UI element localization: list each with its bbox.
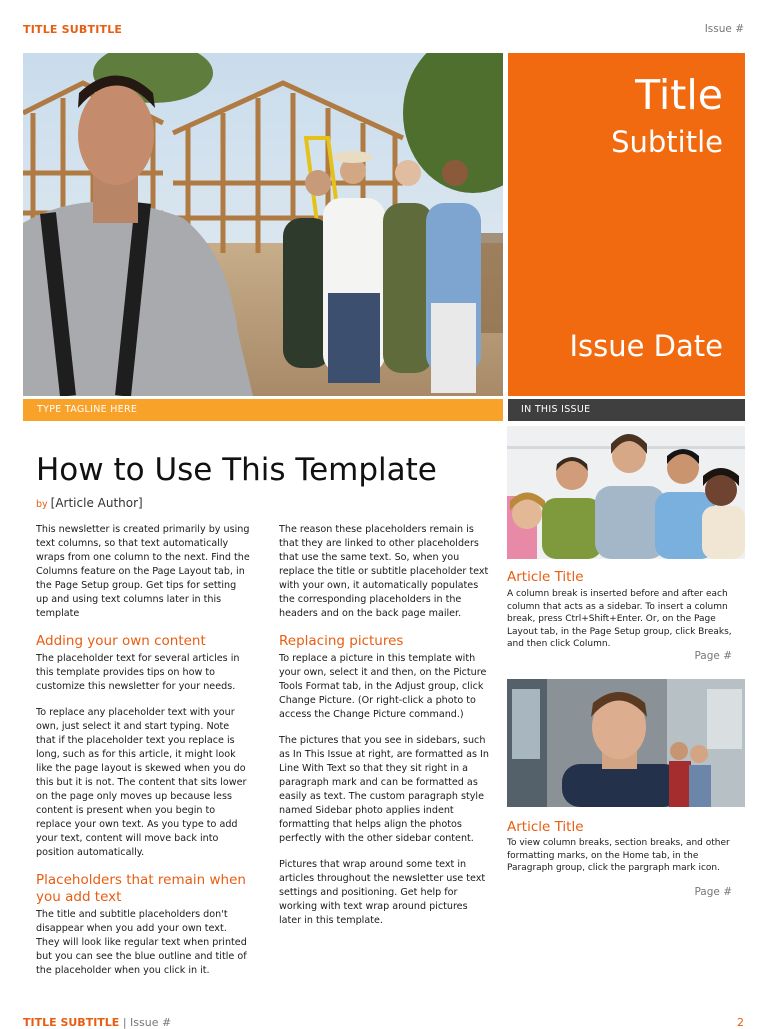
title-block [508,53,745,396]
student-portrait-image [507,679,745,807]
sidebar-article-text-2: To view column breaks, section breaks, and other formatting marks, on the Home tab, in the Paragraph group, click the pargraph mark icon. [507,838,730,874]
in-this-issue-bar: IN THIS ISSUE [508,399,745,421]
article-column-2 [279,523,492,940]
footer-title [23,1016,171,1029]
article-title[interactable]: How to Use This Template [36,452,437,488]
paragraph: The reason these placeholders remain is that they are linked to other placeholders that use the same text. So, when you replace the title or subtitle placeholder text with your own, it automatically populates the corresponding placeholders in the headers and on the back page mailer. [279,524,489,619]
paragraph: The pictures that you see in sidebars, such as In This Issue at right, are formatted as In Line With Text so that they sit right in a paragraph mark and can be formatted as easily as text. The custom paragraph style named Sidebar photo applies indent formatting that helps align the photos perfectly with the other sidebar content. [279,735,489,844]
sidebar-page-number-2: Page # [694,886,732,898]
group-of-friends-image [507,426,745,559]
header-issue-number: Issue # [704,23,744,35]
section-heading-replacing: Replacing pictures [279,633,404,649]
paragraph: The title and subtitle placeholders don't disappear when you add your own text. They will look like regular text when printed but you can see the blue outline and title of the placeholder when you click in it. [36,909,247,976]
paragraph: To replace any placeholder text with your own, just select it and start typing. Note that if the placeholder text you replace is long, such as for this article, it might look like the page layout is skewed when you do this but it is not. The content that sits lower on the page only moves up because less content is present when you begin to replace your own text. As you type to add your text, content will move back into position automatically. [36,707,247,858]
section-heading-adding: Adding your own content [36,633,206,649]
article-author[interactable]: [Article Author] [50,496,143,510]
hero-photo[interactable] [23,53,503,396]
sidebar-photo-1[interactable] [507,426,745,559]
sidebar-article-text-1: A column break is inserted before and after each column that acts as a sidebar. To insert a column break, press Ctrl+Shift+Enter. Or, on the Page Layout tab, in the Page Setup group, click Breaks, and then click Column. [507,589,732,650]
article-column-1 [36,523,250,990]
paragraph: This newsletter is created primarily by using text columns, so that text automatically wraps from one column to the next. Find the Columns feature on the Page Layout tab, in the Page Setup group. Get tips for setting up and using text columns later in this template [36,524,250,619]
sidebar-page-number-1: Page # [694,650,732,662]
sidebar-article-title-1[interactable]: Article Title [507,569,584,585]
newsletter-subtitle[interactable]: Subtitle [611,125,723,159]
sidebar-photo-2[interactable] [507,679,745,807]
byline [36,496,143,510]
paragraph: Pictures that wrap around some text in articles throughout the newsletter use text settings and positioning. Get help for working with text wrap around pictures later in this template. [279,859,486,926]
footer-page-number: 2 [737,1016,744,1029]
footer-title-subtitle: TITLE SUBTITLE [23,1016,120,1029]
footer-issue: Issue # [130,1016,172,1029]
paragraph: To replace a picture in this template with your own, select it and then, on the Picture Tools Format tab, in the Adjust group, click Change Picture. (Or right-click a photo to access the Change Picture command.) [279,653,487,720]
tagline-bar[interactable]: TYPE TAGLINE HERE [23,399,503,421]
footer-separator: | [119,1016,131,1029]
construction-volunteers-image [23,53,503,396]
issue-date[interactable]: Issue Date [569,329,723,363]
section-heading-placeholders: Placeholders that remain when you add text [36,872,246,905]
header-title-subtitle: TITLE SUBTITLE [23,23,123,36]
newsletter-title[interactable]: Title [635,71,723,119]
byline-by: by [36,499,48,510]
sidebar-article-title-2[interactable]: Article Title [507,819,584,835]
paragraph: The placeholder text for several articles in this template provides tips on how to customize this newsletter for your needs. [36,653,240,692]
